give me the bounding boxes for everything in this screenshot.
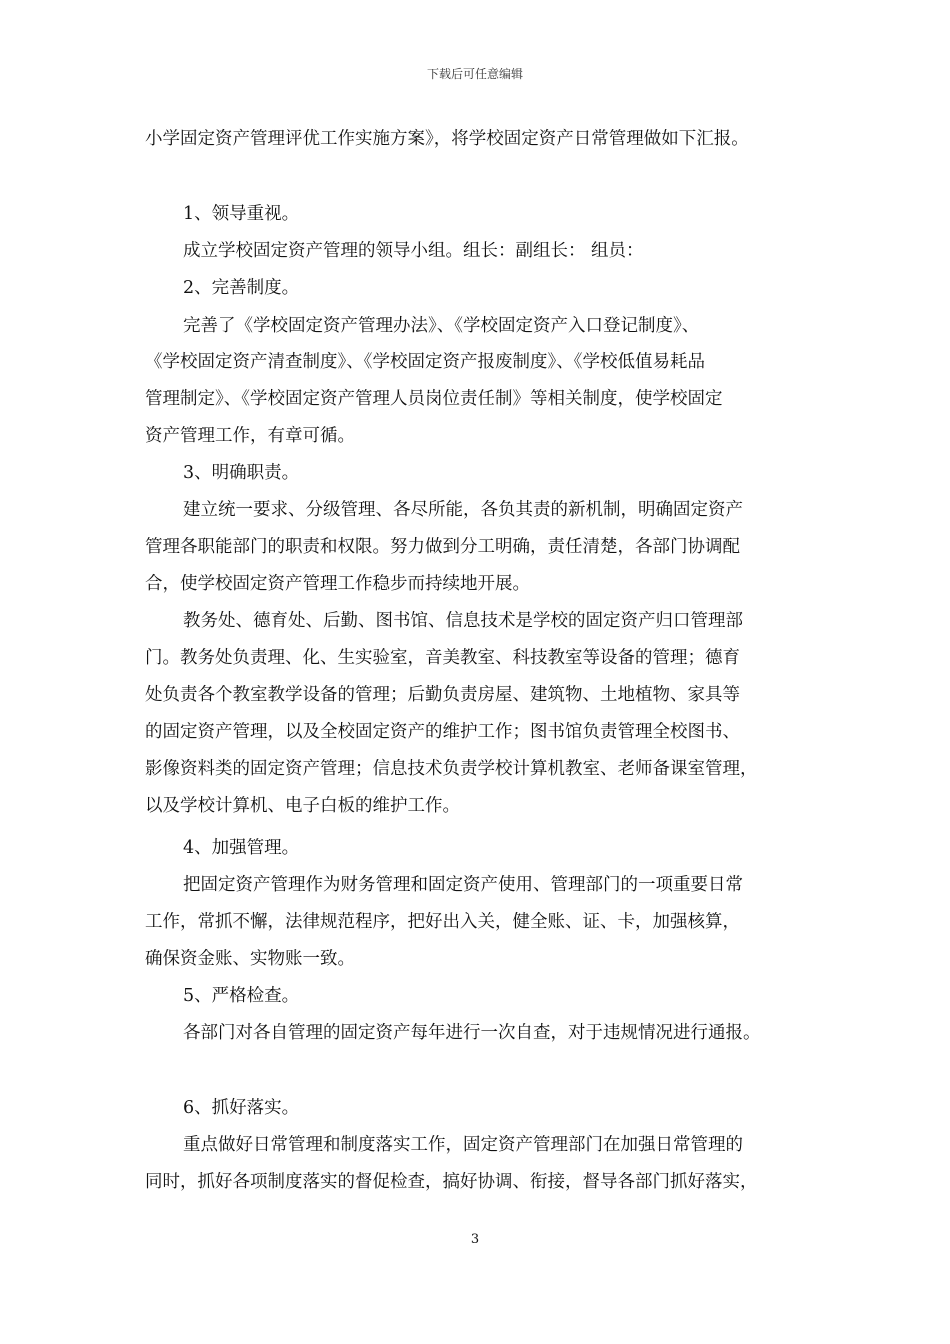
paragraph-line: 的固定资产管理，以及全校固定资产的维护工作；图书馆负责管理全校图书、 <box>145 722 740 742</box>
paragraph-line: 小学固定资产管理评优工作实施方案》，将学校固定资产日常管理做如下汇报。 <box>145 129 749 149</box>
paragraph-line: 影像资料类的固定资产管理；信息技术负责学校计算机教室、老师备课室管理， <box>145 759 758 779</box>
paragraph-line: 教务处、德育处、后勤、图书馆、信息技术是学校的固定资产归口管理部 <box>183 611 743 631</box>
section-heading-leadership: 1、领导重视。 <box>183 204 300 224</box>
paragraph-line: 处负责各个教室教学设备的管理；后勤负责房屋、建筑物、土地植物、家具等 <box>145 685 740 705</box>
download-note-header: 下载后可任意编辑 <box>426 67 523 81</box>
paragraph-line: 门。教务处负责理、化、生实验室，音美教室、科技教室等设备的管理；德育 <box>145 648 740 668</box>
paragraph-line: 建立统一要求、分级管理、各尽所能，各负其责的新机制，明确固定资产 <box>183 500 743 520</box>
section-heading-implementation: 6、抓好落实。 <box>183 1098 300 1118</box>
paragraph-line: 管理制定》、《学校固定资产管理人员岗位责任制》等相关制度，使学校固定 <box>145 389 723 409</box>
paragraph-line: 重点做好日常管理和制度落实工作，固定资产管理部门在加强日常管理的 <box>183 1135 743 1155</box>
paragraph-line: 成立学校固定资产管理的领导小组。组长：副组长： 组员： <box>183 241 644 261</box>
paragraph-line: 合，使学校固定资产管理工作稳步而持续地开展。 <box>145 574 530 594</box>
page-number: 3 <box>470 1232 480 1247</box>
section-heading-duties: 3、明确职责。 <box>183 463 300 483</box>
paragraph-line: 以及学校计算机、电子白板的维护工作。 <box>145 796 460 816</box>
paragraph-line: 确保资金账、实物账一致。 <box>145 949 355 969</box>
paragraph-line: 完善了《学校固定资产管理办法》、《学校固定资产入口登记制度》、 <box>183 316 700 336</box>
paragraph-line: 资产管理工作，有章可循。 <box>145 426 355 446</box>
paragraph-line: 把固定资产管理作为财务管理和固定资产使用、管理部门的一项重要日常 <box>183 875 743 895</box>
paragraph-line: 《学校固定资产清查制度》、《学校固定资产报废制度》、《学校低值易耗品 <box>145 352 705 372</box>
section-heading-inspection: 5、严格检查。 <box>183 986 300 1006</box>
paragraph-line: 工作，常抓不懈，法律规范程序，把好出入关，健全账、证、卡，加强核算， <box>145 912 740 932</box>
paragraph-line: 同时，抓好各项制度落实的督促检查，搞好协调、衔接，督导各部门抓好落实， <box>145 1172 758 1192</box>
section-heading-system: 2、完善制度。 <box>183 278 300 298</box>
section-heading-management: 4、加强管理。 <box>183 838 300 858</box>
paragraph-line: 各部门对各自管理的固定资产每年进行一次自查，对于违规情况进行通报。 <box>183 1023 761 1043</box>
paragraph-line: 管理各职能部门的职责和权限。努力做到分工明确，责任清楚，各部门协调配 <box>145 537 740 557</box>
